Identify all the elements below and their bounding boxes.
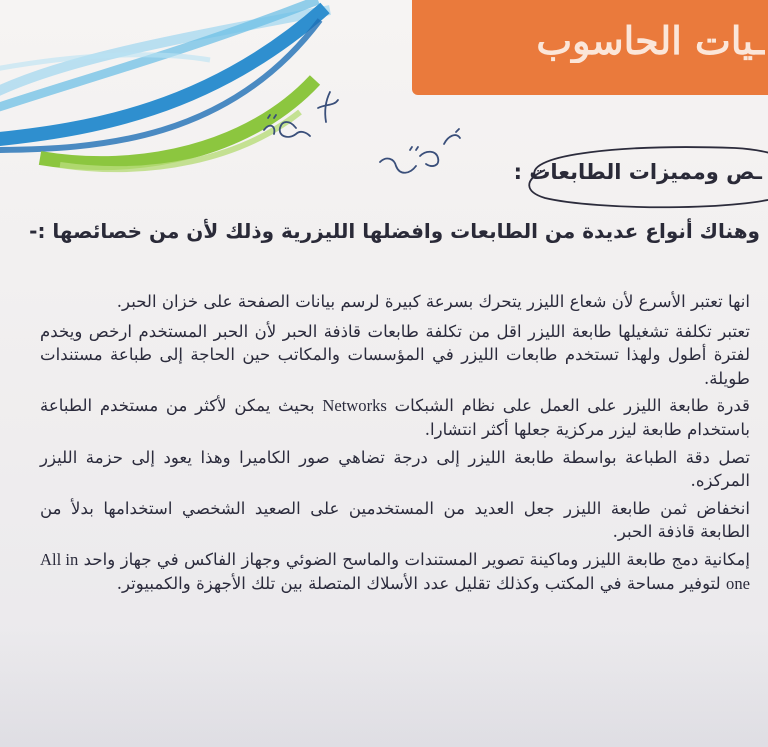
paragraph-resolution: تصل دقة الطباعة بواسطة طابعة الليزر إلى درجة تضاهي صور الكاميرا وهذا يعود إلى حزمة الليزر المركزه. [40,447,750,491]
paragraph-all-in-one-before: إمكانية دمج طابعة الليزر وماكينة تصوير المستندات والماسح الضوئي وجهاز الفاكس في جهاز واحد [83,549,751,569]
intro-line: وهناك أنواع عديدة من الطابعات وافضلها الليزرية وذلك لأن من خصائصها :- [29,219,760,243]
paragraph-all-in-one [40,548,750,595]
all-in-one-term: All in one [40,549,750,593]
feature-list [40,290,750,599]
header-title: ـيات الحاسوب [536,18,765,63]
paragraph-speed: انها تعتبر الأسرع لأن شعاع الليزر يتحرك بسرعة كبيرة لرسم بيانات الصفحة على خزان الحبر. [116,292,750,311]
paragraph-networks-after: بحيث يمكن لأكثر من مستخدم الطباعة باستخدام طابعة ليزر مركزية جعلها أكثر انتشارا. [40,396,750,439]
paragraph-all-in-one-after: لتوفير مساحة في المكتب وكذلك تقليل عدد الأسلاك المتصلة بين تلك الأجهزة والكمبيوتر. [116,573,721,593]
paragraph-networks [40,394,750,441]
paragraph-networks-before: قدرة طابعة الليزر على العمل على نظام الشبكات [394,396,750,416]
handwritten-note [260,70,480,200]
paragraph-price: انخفاض ثمن طابعة الليزر جعل العديد من المستخدمين على الصعيد الشخصي استخدامها بدلأ من الطابعة قاذفة الحبر. [40,498,750,542]
paragraph-cost: تعتبر تكلفة تشغيلها طابعة الليزر اقل من تكلفة طابعات قاذفة الحبر لأن الحبر المستخدم ارخص ويخدم لفترة أطول ولهذا تستخدم طابعات الليزر في المؤسسات والمكاتب حين الحاجة إلى طباعة مستندات طويلة. [40,321,750,388]
section-subtitle: ـص ومميزات الطابعات : [513,160,762,184]
paper-shadow [0,627,768,747]
networks-term: Networks [322,396,387,416]
